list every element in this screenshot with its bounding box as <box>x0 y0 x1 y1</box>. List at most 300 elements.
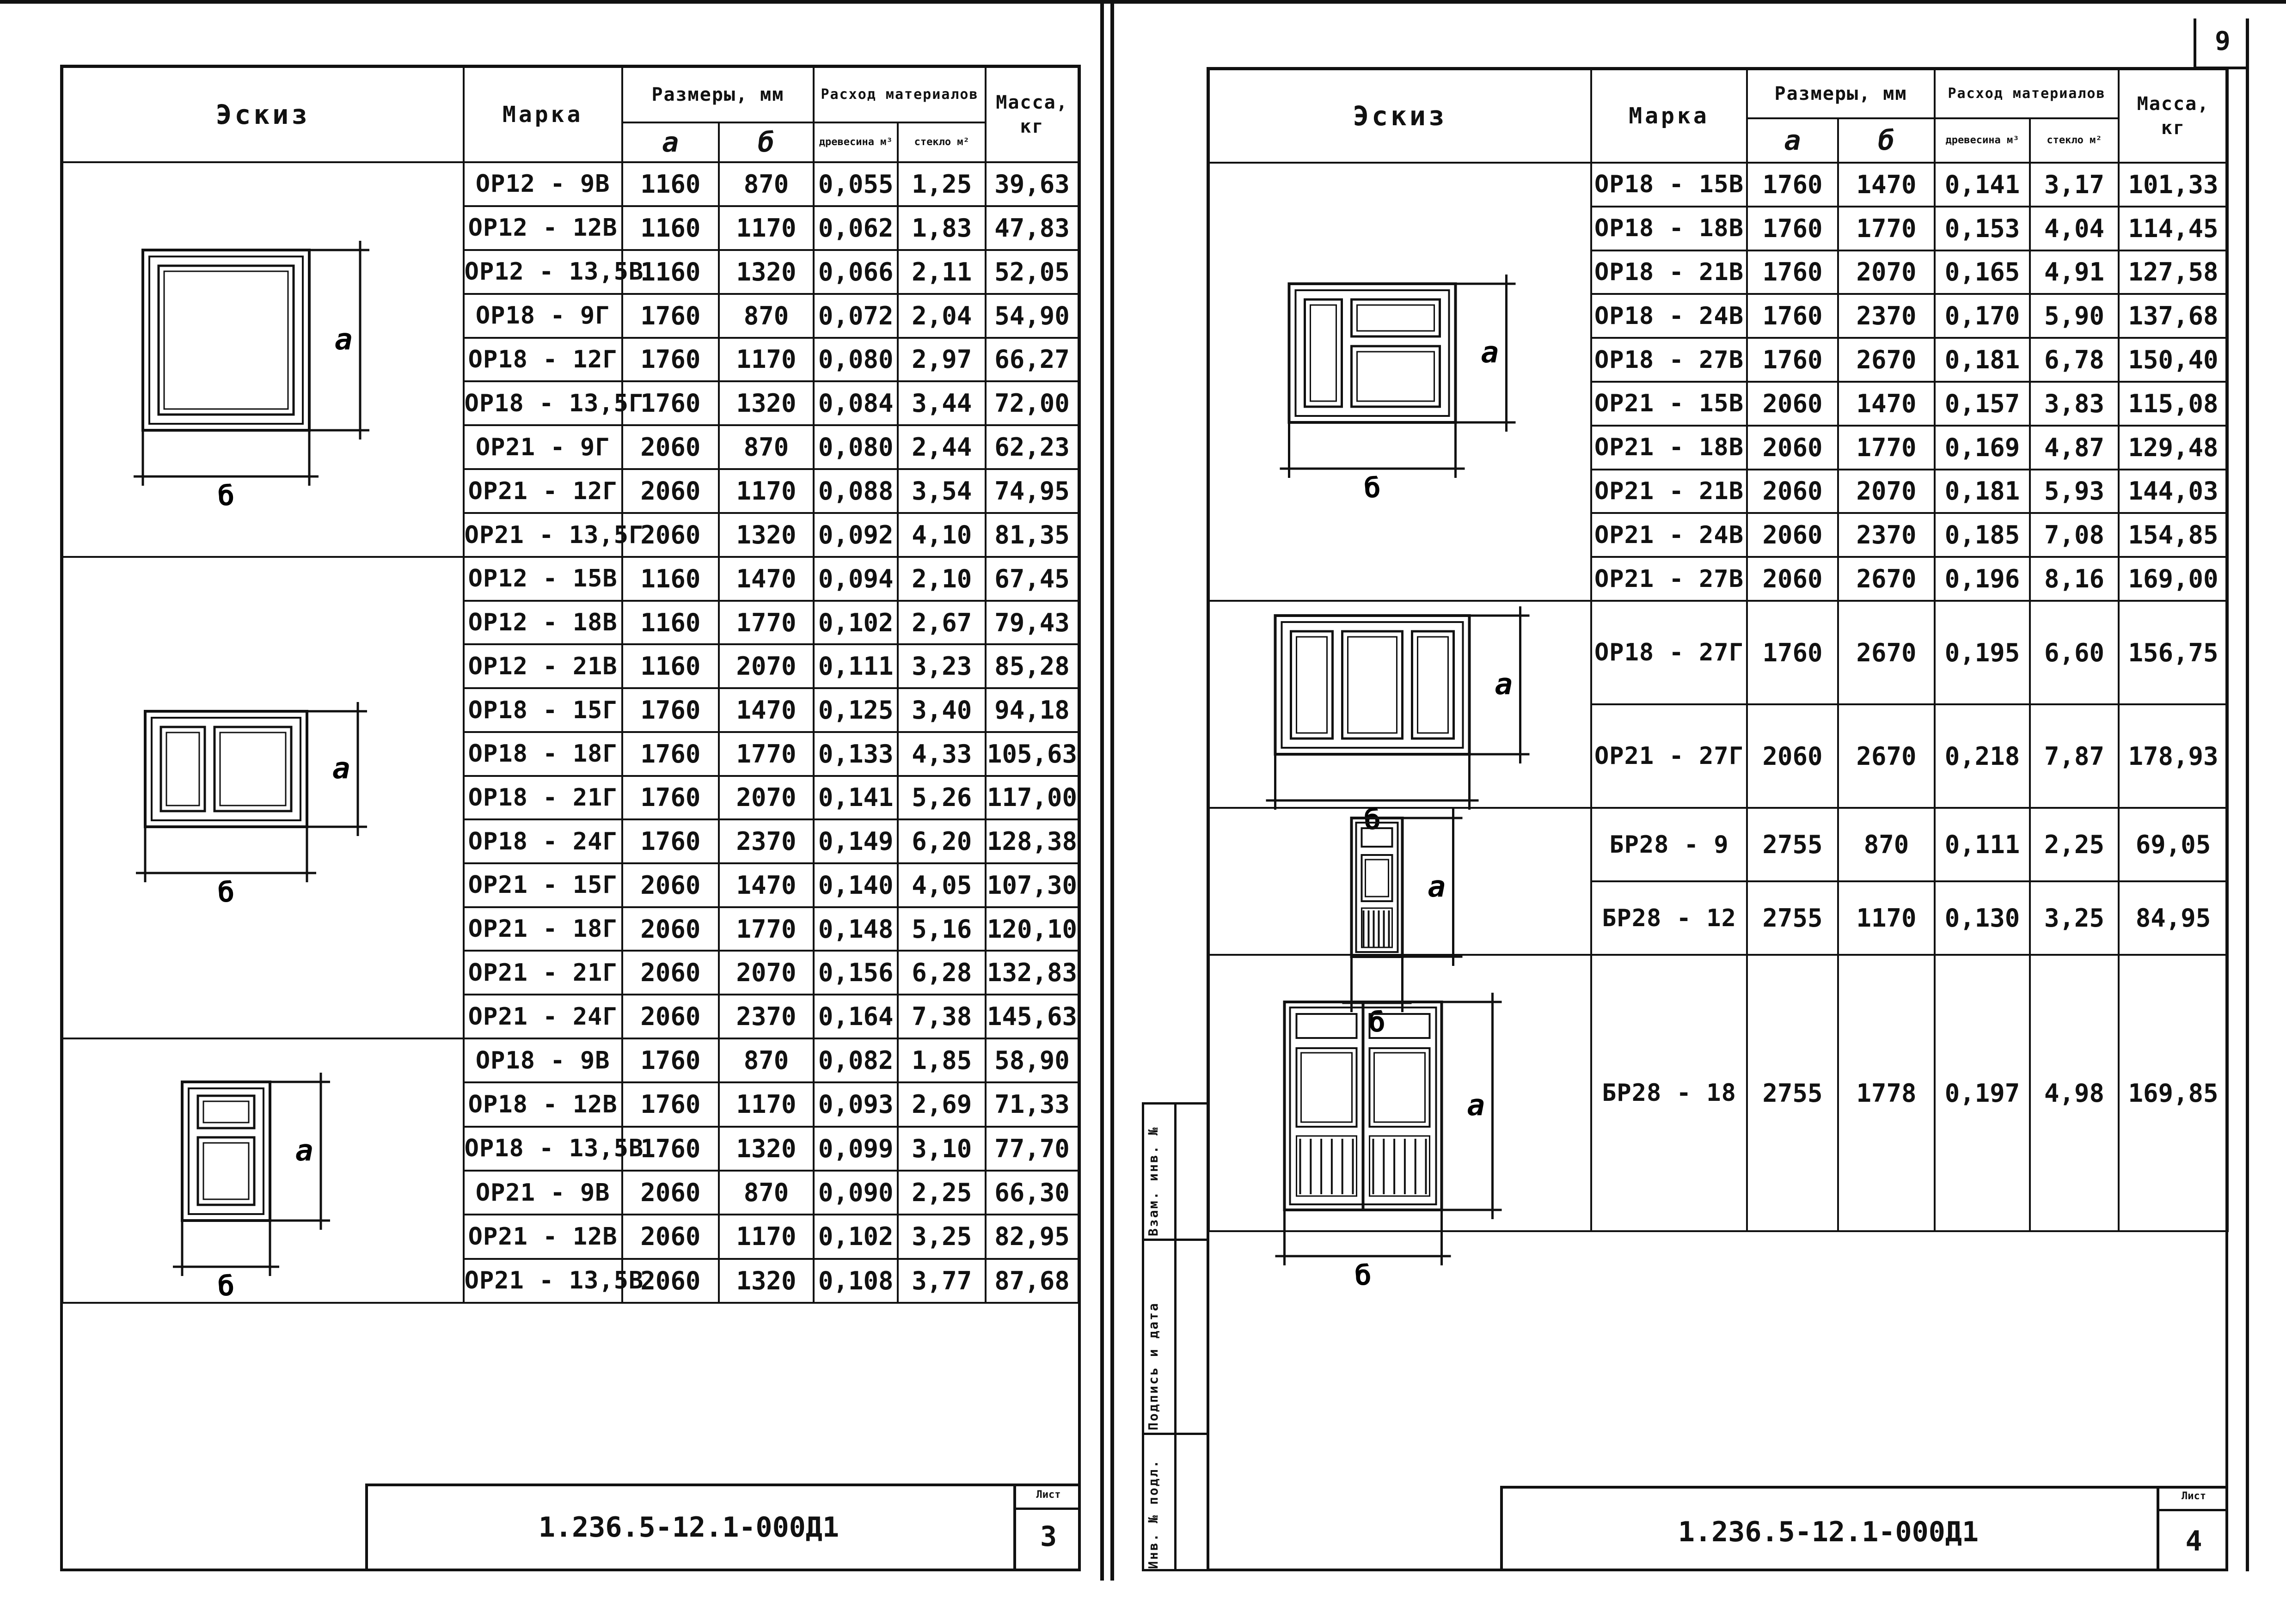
dimension-b-label: б <box>1364 804 1381 836</box>
size-a-cell: 1760 <box>622 381 719 425</box>
glass-cell: 2,44 <box>898 425 986 469</box>
mark-cell: ОР18 - 13,5В <box>464 1127 622 1171</box>
table-row <box>1209 601 2228 704</box>
size-b-cell: 1470 <box>1838 382 1935 426</box>
size-a-cell: 1760 <box>1747 601 1838 704</box>
mark-cell: ОР21 - 12В <box>464 1215 622 1258</box>
header-sizes: Размеры, мм <box>1747 69 1935 118</box>
glass-cell: 4,04 <box>2030 207 2119 250</box>
table-row <box>62 1038 1079 1082</box>
dimension-b-label: б <box>1364 472 1381 504</box>
size-b-cell: 1320 <box>719 1127 814 1171</box>
size-b-cell: 1320 <box>719 1259 814 1303</box>
size-b-cell: 1170 <box>1838 881 1935 955</box>
wood-cell: 0,072 <box>814 294 898 338</box>
balcony-door-single-icon <box>1212 809 1588 1038</box>
mark-cell: ОР21 - 15Г <box>464 863 622 907</box>
left-sheet-number: 3 <box>1040 1520 1057 1553</box>
mass-cell: 127,58 <box>2119 250 2228 294</box>
right-document-code: 1.236.5-12.1-000Д1 <box>1678 1516 1979 1548</box>
size-a-cell: 2060 <box>622 1171 719 1215</box>
mass-cell: 39,63 <box>986 162 1079 206</box>
header-glass: стекло м² <box>898 122 986 162</box>
size-a-cell: 1760 <box>622 688 719 732</box>
glass-cell: 3,54 <box>898 469 986 513</box>
size-b-cell: 2370 <box>719 995 814 1038</box>
mark-cell: ОР21 - 18В <box>1591 426 1747 470</box>
header-b: б <box>1838 118 1935 163</box>
mass-cell: 66,30 <box>986 1171 1079 1215</box>
mark-cell: ОР21 - 13,5Г <box>464 513 622 557</box>
header-glass: стекло м² <box>2030 118 2119 163</box>
mark-cell: ОР21 - 13,5В <box>464 1259 622 1303</box>
size-b-cell: 1770 <box>719 907 814 951</box>
glass-cell: 2,97 <box>898 338 986 382</box>
mark-cell: ОР12 - 9В <box>464 162 622 206</box>
glass-cell: 6,78 <box>2030 338 2119 382</box>
wood-cell: 0,185 <box>1935 513 2030 557</box>
header-a: а <box>622 122 719 162</box>
wood-cell: 0,080 <box>814 425 898 469</box>
wood-cell: 0,165 <box>1935 250 2030 294</box>
dimension-a-label: а <box>334 323 353 357</box>
dimension-b-label: б <box>217 1270 234 1302</box>
glass-cell: 3,17 <box>2030 163 2119 207</box>
left-spec-table <box>61 66 1079 1304</box>
size-b-cell: 1470 <box>719 688 814 732</box>
size-b-cell: 2370 <box>1838 294 1935 338</box>
wood-cell: 0,094 <box>814 557 898 601</box>
wood-cell: 0,130 <box>1935 881 2030 955</box>
sketch-cell <box>1209 601 1591 836</box>
glass-cell: 6,60 <box>2030 601 2119 704</box>
mark-cell: ОР21 - 18Г <box>464 907 622 951</box>
wood-cell: 0,181 <box>1935 338 2030 382</box>
mass-cell: 58,90 <box>986 1038 1079 1082</box>
dimension-a-label: а <box>1481 336 1499 370</box>
glass-cell: 8,16 <box>2030 557 2119 601</box>
size-b-cell: 1320 <box>719 381 814 425</box>
wood-cell: 0,148 <box>814 907 898 951</box>
mark-cell: ОР18 - 9Г <box>464 294 622 338</box>
size-a-cell: 2060 <box>1747 426 1838 470</box>
mass-cell: 145,63 <box>986 995 1079 1038</box>
size-b-cell: 1470 <box>719 557 814 601</box>
mass-cell: 154,85 <box>2119 513 2228 557</box>
mass-cell: 156,75 <box>2119 601 2228 704</box>
header-sketch: Эскиз <box>62 67 464 162</box>
size-b-cell: 1170 <box>719 1215 814 1258</box>
size-b-cell: 1778 <box>1838 955 1935 1231</box>
mass-cell: 47,83 <box>986 206 1079 250</box>
glass-cell: 4,05 <box>898 863 986 907</box>
size-b-cell: 1470 <box>1838 163 1935 207</box>
size-a-cell: 2060 <box>622 863 719 907</box>
wood-cell: 0,133 <box>814 732 898 776</box>
size-b-cell: 1170 <box>719 1082 814 1126</box>
glass-cell: 3,25 <box>898 1215 986 1258</box>
mass-cell: 129,48 <box>2119 426 2228 470</box>
header-a: а <box>1747 118 1838 163</box>
side-stamp-inv: Инв. № подл. <box>1146 1459 1161 1569</box>
wood-cell: 0,125 <box>814 688 898 732</box>
window-single-pane-icon <box>71 163 455 554</box>
size-a-cell: 1760 <box>622 294 719 338</box>
glass-cell: 2,04 <box>898 294 986 338</box>
glass-cell: 5,90 <box>2030 294 2119 338</box>
left-document-code: 1.236.5-12.1-000Д1 <box>538 1511 840 1544</box>
size-a-cell: 2755 <box>1747 955 1838 1231</box>
header-b: б <box>719 122 814 162</box>
mark-cell: ОР21 - 27В <box>1591 557 1747 601</box>
header-mass: Масса, кг <box>2119 69 2228 163</box>
mass-cell: 120,10 <box>986 907 1079 951</box>
mark-cell: БР28 - 12 <box>1591 881 1747 955</box>
mass-cell: 178,93 <box>2119 704 2228 808</box>
mass-cell: 87,68 <box>986 1259 1079 1303</box>
size-b-cell: 870 <box>719 1171 814 1215</box>
size-b-cell: 1470 <box>719 863 814 907</box>
left-sheet-label: Лист <box>1036 1489 1061 1501</box>
size-a-cell: 1160 <box>622 557 719 601</box>
mass-cell: 169,00 <box>2119 557 2228 601</box>
wood-cell: 0,140 <box>814 863 898 907</box>
mark-cell: ОР18 - 24В <box>1591 294 1747 338</box>
mass-cell: 82,95 <box>986 1215 1079 1258</box>
mass-cell: 77,70 <box>986 1127 1079 1171</box>
sketch-cell <box>62 162 464 557</box>
side-stamp-rule <box>1142 1433 1209 1435</box>
size-a-cell: 1760 <box>1747 163 1838 207</box>
glass-cell: 2,11 <box>898 250 986 294</box>
mark-cell: ОР21 - 9Г <box>464 425 622 469</box>
mass-cell: 94,18 <box>986 688 1079 732</box>
mark-cell: ОР21 - 21Г <box>464 951 622 995</box>
side-stamp-rule <box>1142 1239 1209 1241</box>
glass-cell: 5,16 <box>898 907 986 951</box>
mark-cell: ОР12 - 12В <box>464 206 622 250</box>
glass-cell: 2,25 <box>898 1171 986 1215</box>
right-sheet-cell-rule <box>2157 1509 2228 1511</box>
glass-cell: 3,10 <box>898 1127 986 1171</box>
glass-cell: 7,08 <box>2030 513 2119 557</box>
size-b-cell: 1770 <box>719 732 814 776</box>
mark-cell: ОР18 - 27Г <box>1591 601 1747 704</box>
header-sizes: Размеры, мм <box>622 67 814 122</box>
mark-cell: ОР12 - 13,5В <box>464 250 622 294</box>
glass-cell: 7,87 <box>2030 704 2119 808</box>
wood-cell: 0,170 <box>1935 294 2030 338</box>
table-row <box>62 557 1079 601</box>
mark-cell: ОР18 - 27В <box>1591 338 1747 382</box>
glass-cell: 3,83 <box>2030 382 2119 426</box>
size-a-cell: 2060 <box>622 951 719 995</box>
size-b-cell: 2670 <box>1838 601 1935 704</box>
wood-cell: 0,149 <box>814 819 898 863</box>
size-a-cell: 1760 <box>1747 250 1838 294</box>
wood-cell: 0,102 <box>814 601 898 645</box>
glass-cell: 2,69 <box>898 1082 986 1126</box>
mass-cell: 71,33 <box>986 1082 1079 1126</box>
mark-cell: ОР18 - 12Г <box>464 338 622 382</box>
wood-cell: 0,080 <box>814 338 898 382</box>
mass-cell: 132,83 <box>986 951 1079 995</box>
mass-cell: 169,85 <box>2119 955 2228 1231</box>
mark-cell: ОР18 - 21Г <box>464 776 622 820</box>
mark-cell: ОР21 - 15В <box>1591 382 1747 426</box>
size-b-cell: 1770 <box>1838 426 1935 470</box>
mass-cell: 69,05 <box>2119 808 2228 881</box>
size-b-cell: 1320 <box>719 513 814 557</box>
mass-cell: 52,05 <box>986 250 1079 294</box>
mass-cell: 117,00 <box>986 776 1079 820</box>
mass-cell: 85,28 <box>986 644 1079 688</box>
right-spec-table <box>1208 68 2229 1292</box>
wood-cell: 0,102 <box>814 1215 898 1258</box>
mass-cell: 128,38 <box>986 819 1079 863</box>
size-b-cell: 2070 <box>719 644 814 688</box>
size-b-cell: 2370 <box>1838 513 1935 557</box>
glass-cell: 3,40 <box>898 688 986 732</box>
size-b-cell: 870 <box>719 294 814 338</box>
wood-cell: 0,196 <box>1935 557 2030 601</box>
glass-cell: 5,26 <box>898 776 986 820</box>
mark-cell: ОР12 - 21В <box>464 644 622 688</box>
header-mark: Марка <box>1591 69 1747 163</box>
wood-cell: 0,156 <box>814 951 898 995</box>
mark-cell: ОР18 - 12В <box>464 1082 622 1126</box>
size-a-cell: 2060 <box>622 907 719 951</box>
mass-cell: 72,00 <box>986 381 1079 425</box>
size-a-cell: 1160 <box>622 162 719 206</box>
glass-cell: 4,98 <box>2030 955 2119 1231</box>
wood-cell: 0,141 <box>1935 163 2030 207</box>
size-a-cell: 2755 <box>1747 881 1838 955</box>
glass-cell: 5,93 <box>2030 470 2119 513</box>
right-border <box>2246 18 2249 1571</box>
mass-cell: 150,40 <box>2119 338 2228 382</box>
wood-cell: 0,111 <box>814 644 898 688</box>
glass-cell: 7,38 <box>898 995 986 1038</box>
wood-cell: 0,141 <box>814 776 898 820</box>
sheet-number-box: 9 <box>2194 18 2249 69</box>
wood-cell: 0,062 <box>814 206 898 250</box>
header-sketch: Эскиз <box>1209 69 1591 163</box>
size-a-cell: 1160 <box>622 206 719 250</box>
size-a-cell: 2755 <box>1747 808 1838 881</box>
mass-cell: 81,35 <box>986 513 1079 557</box>
glass-cell: 4,91 <box>2030 250 2119 294</box>
header-mass: Масса, кг <box>986 67 1079 162</box>
mark-cell: БР28 - 18 <box>1591 955 1747 1231</box>
size-b-cell: 870 <box>719 162 814 206</box>
mark-cell: ОР21 - 24Г <box>464 995 622 1038</box>
wood-cell: 0,108 <box>814 1259 898 1303</box>
header-wood: древесина м³ <box>814 122 898 162</box>
glass-cell: 3,44 <box>898 381 986 425</box>
mark-cell: ОР18 - 24Г <box>464 819 622 863</box>
mark-cell: ОР21 - 24В <box>1591 513 1747 557</box>
dimension-b-label: б <box>1354 1259 1372 1292</box>
glass-cell: 3,23 <box>898 644 986 688</box>
side-stamp-divider <box>1174 1102 1177 1571</box>
table-row <box>1209 808 2228 881</box>
header-wood: древесина м³ <box>1935 118 2030 163</box>
mass-cell: 62,23 <box>986 425 1079 469</box>
size-a-cell: 2060 <box>1747 470 1838 513</box>
sketch-cell <box>62 557 464 1038</box>
wood-cell: 0,195 <box>1935 601 2030 704</box>
mark-cell: ОР18 - 15Г <box>464 688 622 732</box>
mass-cell: 84,95 <box>2119 881 2228 955</box>
table-row <box>62 162 1079 206</box>
wood-cell: 0,084 <box>814 381 898 425</box>
wood-cell: 0,164 <box>814 995 898 1038</box>
size-b-cell: 1770 <box>719 601 814 645</box>
header-consumption: Расход материалов <box>1935 69 2119 118</box>
size-b-cell: 2670 <box>1838 557 1935 601</box>
size-a-cell: 1160 <box>622 250 719 294</box>
wood-cell: 0,153 <box>1935 207 2030 250</box>
right-sheet-label: Лист <box>2182 1490 2206 1502</box>
size-a-cell: 1760 <box>622 776 719 820</box>
wood-cell: 0,090 <box>814 1171 898 1215</box>
wood-cell: 0,055 <box>814 162 898 206</box>
size-a-cell: 2060 <box>622 469 719 513</box>
mark-cell: БР28 - 9 <box>1591 808 1747 881</box>
mark-cell: ОР18 - 21В <box>1591 250 1747 294</box>
size-b-cell: 870 <box>719 425 814 469</box>
mark-cell: ОР21 - 27Г <box>1591 704 1747 808</box>
header-mark: Марка <box>464 67 622 162</box>
header-consumption: Расход материалов <box>814 67 986 122</box>
wood-cell: 0,088 <box>814 469 898 513</box>
size-b-cell: 1170 <box>719 206 814 250</box>
window-with-transom-icon <box>71 1039 455 1300</box>
mass-cell: 137,68 <box>2119 294 2228 338</box>
sketch-cell <box>1209 808 1591 1038</box>
balcony-door-double-icon <box>1212 956 1588 1292</box>
mass-cell: 101,33 <box>2119 163 2228 207</box>
mark-cell: ОР21 - 9В <box>464 1171 622 1215</box>
wood-cell: 0,099 <box>814 1127 898 1171</box>
size-b-cell: 2670 <box>1838 704 1935 808</box>
size-b-cell: 1320 <box>719 250 814 294</box>
mark-cell: ОР18 - 9В <box>464 1038 622 1082</box>
window-double-pane-icon <box>71 558 455 1036</box>
wood-cell: 0,218 <box>1935 704 2030 808</box>
mass-cell: 66,27 <box>986 338 1079 382</box>
size-a-cell: 2060 <box>1747 382 1838 426</box>
size-b-cell: 1770 <box>1838 207 1935 250</box>
size-a-cell: 2060 <box>622 513 719 557</box>
sketch-cell <box>62 1038 464 1303</box>
mass-cell: 115,08 <box>2119 382 2228 426</box>
window-triple-pane-icon <box>1212 602 1588 836</box>
dimension-a-label: а <box>1428 870 1446 904</box>
size-b-cell: 870 <box>719 1038 814 1082</box>
mass-cell: 105,63 <box>986 732 1079 776</box>
mark-cell: ОР18 - 18В <box>1591 207 1747 250</box>
wood-cell: 0,093 <box>814 1082 898 1126</box>
size-a-cell: 1760 <box>622 1038 719 1082</box>
page-divider <box>1110 0 1114 1581</box>
wood-cell: 0,082 <box>814 1038 898 1082</box>
size-a-cell: 1760 <box>622 338 719 382</box>
size-a-cell: 2060 <box>1747 557 1838 601</box>
page-divider <box>1100 0 1104 1581</box>
right-sheet-number: 4 <box>2185 1525 2202 1557</box>
side-stamp-signature: Подпись и дата <box>1146 1301 1161 1430</box>
mass-cell: 74,95 <box>986 469 1079 513</box>
glass-cell: 2,25 <box>2030 808 2119 881</box>
size-a-cell: 1760 <box>1747 294 1838 338</box>
sketch-cell <box>1209 955 1591 1292</box>
size-b-cell: 2070 <box>1838 250 1935 294</box>
glass-cell: 4,33 <box>898 732 986 776</box>
size-a-cell: 1760 <box>622 732 719 776</box>
dimension-a-label: а <box>1467 1088 1485 1123</box>
size-b-cell: 2670 <box>1838 338 1935 382</box>
wood-cell: 0,111 <box>1935 808 2030 881</box>
mark-cell: ОР18 - 13,5Г <box>464 381 622 425</box>
mass-cell: 107,30 <box>986 863 1079 907</box>
size-a-cell: 2060 <box>622 1215 719 1258</box>
dimension-a-label: а <box>1495 667 1513 702</box>
left-sheet-cell-rule <box>1013 1508 1081 1510</box>
glass-cell: 3,77 <box>898 1259 986 1303</box>
dimension-a-label: а <box>295 1134 313 1168</box>
mark-cell: ОР12 - 18В <box>464 601 622 645</box>
size-a-cell: 1160 <box>622 644 719 688</box>
dimension-b-label: б <box>1368 1006 1385 1038</box>
dimension-a-label: а <box>332 751 350 786</box>
table-row <box>1209 955 2228 1231</box>
glass-cell: 1,83 <box>898 206 986 250</box>
mass-cell: 79,43 <box>986 601 1079 645</box>
glass-cell: 3,25 <box>2030 881 2119 955</box>
wood-cell: 0,197 <box>1935 955 2030 1231</box>
wood-cell: 0,157 <box>1935 382 2030 426</box>
glass-cell: 2,67 <box>898 601 986 645</box>
size-b-cell: 1170 <box>719 469 814 513</box>
glass-cell: 1,25 <box>898 162 986 206</box>
size-b-cell: 2070 <box>719 951 814 995</box>
size-b-cell: 2370 <box>719 819 814 863</box>
size-a-cell: 1760 <box>1747 207 1838 250</box>
glass-cell: 2,10 <box>898 557 986 601</box>
wood-cell: 0,066 <box>814 250 898 294</box>
glass-cell: 4,10 <box>898 513 986 557</box>
sketch-cell <box>1209 163 1591 601</box>
page-top-rule <box>0 0 2286 4</box>
size-a-cell: 1160 <box>622 601 719 645</box>
size-b-cell: 2070 <box>719 776 814 820</box>
size-a-cell: 1760 <box>622 1127 719 1171</box>
size-a-cell: 1760 <box>622 1082 719 1126</box>
mark-cell: ОР21 - 21В <box>1591 470 1747 513</box>
size-b-cell: 2070 <box>1838 470 1935 513</box>
size-a-cell: 2060 <box>622 1259 719 1303</box>
size-b-cell: 870 <box>1838 808 1935 881</box>
size-b-cell: 1170 <box>719 338 814 382</box>
dimension-b-label: б <box>217 876 234 909</box>
wood-cell: 0,092 <box>814 513 898 557</box>
mass-cell: 144,03 <box>2119 470 2228 513</box>
mark-cell: ОР18 - 18Г <box>464 732 622 776</box>
glass-cell: 1,85 <box>898 1038 986 1082</box>
mass-cell: 67,45 <box>986 557 1079 601</box>
